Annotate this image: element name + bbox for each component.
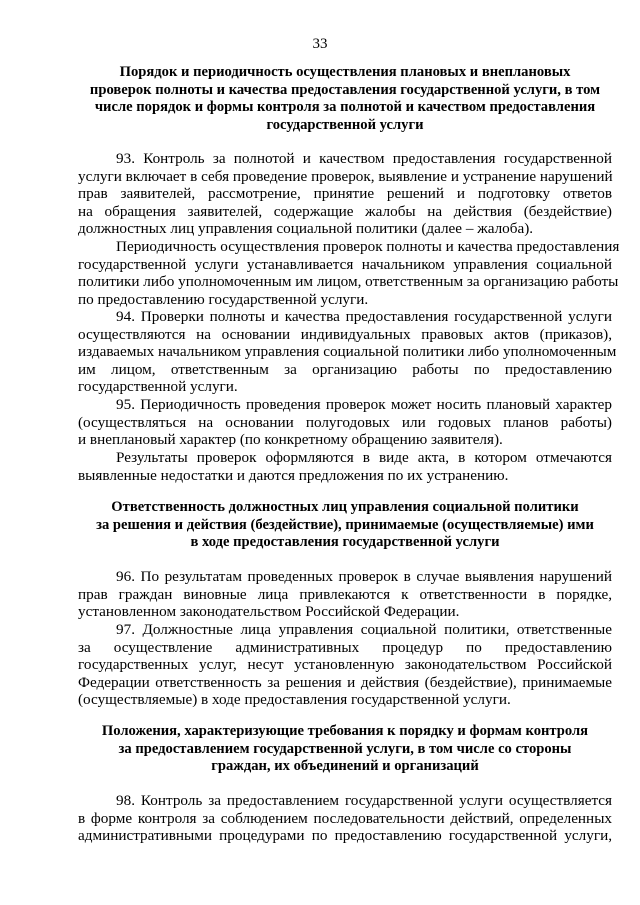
- heading-line: государственной услуги: [266, 116, 424, 133]
- text-line: 96. По результатам проведенных проверок в случае выявления нарушений: [116, 568, 612, 585]
- text-line: 94. Проверки полноты и качества предоставления государственной услуги: [116, 308, 612, 325]
- heading-line: граждан, их объединений и организаций: [211, 758, 479, 775]
- text-line: за осуществление административных процедур по предоставлению: [78, 638, 612, 656]
- paragraph-98: [78, 792, 612, 845]
- text-line: государственной услуги.: [78, 378, 238, 396]
- heading-line: в ходе предоставления государственной услуги: [190, 534, 500, 551]
- text-line: Федерации ответственность за решения и действия (бездействие), принимаемые: [78, 673, 612, 691]
- text-line: издаваемых начальником управления социальной политики либо уполномоченным: [78, 343, 617, 361]
- text-line: (осуществляться на основании полугодовых или годовых планов работы): [78, 413, 612, 431]
- page-number: 33: [312, 36, 328, 52]
- section-heading-control-requirements: [78, 723, 612, 776]
- section-heading-responsibility: [78, 499, 612, 552]
- text-line: 95. Периодичность проведения проверок может носить плановый характер: [116, 396, 612, 413]
- text-line: государственной услуги устанавливается начальником управления социальной: [78, 255, 612, 273]
- text-line: 97. Должностные лица управления социальной политики, ответственные: [116, 621, 612, 638]
- text-line: (осуществляемые) в ходе предоставления государственной услуги.: [78, 691, 511, 709]
- text-line: 93. Контроль за полнотой и качеством предоставления государственной: [116, 150, 612, 167]
- text-line: 98. Контроль за предоставлением государственной услуги осуществляется: [116, 792, 612, 809]
- text-line: и внеплановый характер (по конкретному обращению заявителя).: [78, 431, 503, 449]
- text-line: Периодичность осуществления проверок полноты и качества предоставления: [116, 238, 620, 255]
- paragraph-94: [78, 308, 617, 396]
- text-line: прав заявителей, рассмотрение, принятие решений и подготовку ответов: [78, 185, 612, 203]
- text-line: им лицом, ответственным за организацию работы по предоставлению: [78, 360, 612, 378]
- text-line: прав граждан виновные лица привлекаются к ответственности в порядке,: [78, 585, 612, 603]
- text-line: на обращения заявителей, содержащие жалобы на действия (бездействие): [78, 202, 612, 220]
- text-line: выявленные недостатки и даются предложения по их устранению.: [78, 466, 509, 484]
- heading-line: Положения, характеризующие требования к порядку и формам контроля: [101, 723, 589, 739]
- paragraph-results: [78, 449, 612, 484]
- paragraph-95: [78, 396, 612, 449]
- paragraph-96: [78, 568, 612, 621]
- heading-line: проверок полноты и качества предоставления государственной услуги, в том: [89, 81, 601, 98]
- text-line: услуги включает в себя проведение проверок, выявление и устранение нарушений: [78, 167, 613, 185]
- text-line: по предоставлению государственной услуги.: [78, 290, 369, 308]
- text-line: политики либо уполномоченным им лицом, ответственным за организацию работы: [78, 273, 619, 291]
- text-line: государственных услуг, несут установленную законодательством Российской: [78, 656, 612, 674]
- heading-line: числе порядок и формы контроля за полнотой и качеством предоставления: [94, 99, 596, 116]
- paragraph-93: [78, 150, 612, 238]
- text-line: административными процедурами по предоставлению государственной услуги,: [78, 827, 612, 845]
- text-line: должностных лиц управления социальной политики (далее – жалоба).: [78, 220, 534, 238]
- text-line: осуществляются на основании индивидуальных правовых актов (приказов),: [78, 325, 612, 343]
- paragraph-97: [78, 621, 612, 709]
- text-line: в форме контроля за соблюдением последовательности действий, определенных: [78, 809, 612, 827]
- text-line: Результаты проверок оформляются в виде акта, в котором отмечаются: [116, 449, 612, 466]
- heading-line: Ответственность должностных лиц управления социальной политики: [111, 499, 579, 515]
- paragraph-periodicity: [78, 238, 620, 308]
- text-line: установленном законодательством Российской Федерации.: [78, 603, 460, 621]
- heading-line: Порядок и периодичность осуществления плановых и внеплановых: [119, 64, 571, 80]
- section-heading-control-procedure: [78, 64, 612, 134]
- heading-line: за предоставлением государственной услуги, в том числе со стороны: [118, 740, 572, 757]
- heading-line: за решения и действия (бездействие), принимаемые (осуществляемые) ими: [96, 516, 594, 533]
